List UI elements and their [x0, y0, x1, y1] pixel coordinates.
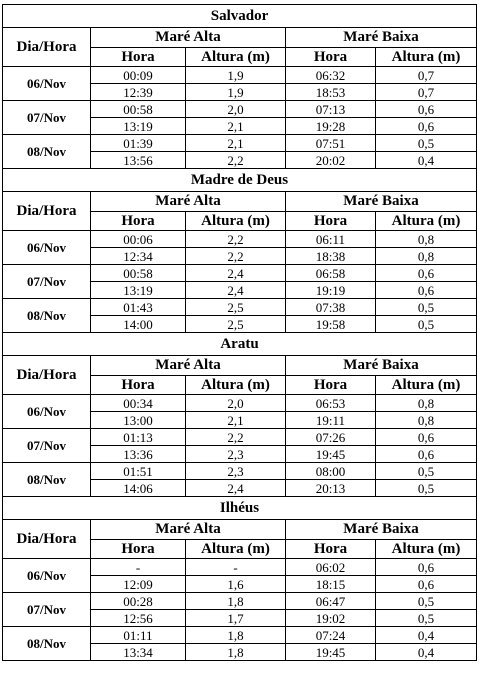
low-tide-height: 0,8: [376, 395, 477, 412]
high-tide-height: 2,2: [186, 152, 286, 169]
day-label: 06/Nov: [3, 559, 91, 593]
low-height-header: Altura (m): [376, 48, 477, 67]
low-tide-height: 0,8: [376, 248, 477, 265]
low-height-header: Altura (m): [376, 376, 477, 395]
location-title-row: [3, 5, 477, 28]
high-tide-time: 13:36: [91, 446, 186, 463]
high-tide-time: 01:43: [91, 299, 186, 316]
low-tide-height: 0,5: [376, 610, 477, 627]
day-hour-header: Dia/Hora: [3, 356, 91, 395]
high-tide-time: 13:56: [91, 152, 186, 169]
high-tide-time: 12:56: [91, 610, 186, 627]
high-tide-time: 01:51: [91, 463, 186, 480]
low-hour-header: Hora: [286, 212, 376, 231]
tide-table-document: [2, 4, 476, 661]
low-tide-time: 18:15: [286, 576, 376, 593]
table-row: [3, 627, 477, 644]
low-tide-time: 20:13: [286, 480, 376, 497]
high-tide-height: 2,4: [186, 480, 286, 497]
table-row: [3, 429, 477, 446]
low-tide-height: 0,6: [376, 446, 477, 463]
group-header-row: [3, 356, 477, 376]
day-label: 06/Nov: [3, 231, 91, 265]
low-tide-time: 06:58: [286, 265, 376, 282]
day-label: 07/Nov: [3, 429, 91, 463]
low-hour-header: Hora: [286, 376, 376, 395]
high-tide-height: -: [186, 559, 286, 576]
high-tide-height: 1,8: [186, 644, 286, 661]
day-label: 07/Nov: [3, 101, 91, 135]
low-tide-height: 0,5: [376, 316, 477, 333]
day-label: 07/Nov: [3, 265, 91, 299]
high-tide-height: 1,8: [186, 627, 286, 644]
low-tide-height: 0,5: [376, 299, 477, 316]
high-tide-time: 14:00: [91, 316, 186, 333]
table-row: [3, 101, 477, 118]
table-row: [3, 593, 477, 610]
high-tide-height: 1,7: [186, 610, 286, 627]
low-tide-header: Maré Baixa: [286, 520, 477, 540]
high-tide-header: Maré Alta: [91, 192, 286, 212]
location-name: Madre de Deus: [3, 169, 477, 192]
tide-table: [2, 4, 477, 661]
high-tide-time: 14:06: [91, 480, 186, 497]
low-height-header: Altura (m): [376, 212, 477, 231]
high-tide-height: 2,4: [186, 265, 286, 282]
low-tide-height: 0,6: [376, 282, 477, 299]
location-title-row: [3, 497, 477, 520]
low-tide-height: 0,7: [376, 67, 477, 84]
table-row: [3, 463, 477, 480]
high-hour-header: Hora: [91, 212, 186, 231]
low-tide-time: 07:24: [286, 627, 376, 644]
low-tide-height: 0,8: [376, 412, 477, 429]
low-tide-time: 19:02: [286, 610, 376, 627]
low-tide-time: 19:45: [286, 446, 376, 463]
group-header-row: [3, 520, 477, 540]
high-height-header: Altura (m): [186, 48, 286, 67]
day-label: 06/Nov: [3, 67, 91, 101]
low-tide-height: 0,6: [376, 265, 477, 282]
high-tide-height: 2,0: [186, 395, 286, 412]
high-tide-time: 01:11: [91, 627, 186, 644]
high-tide-height: 1,6: [186, 576, 286, 593]
low-tide-height: 0,6: [376, 559, 477, 576]
day-label: 08/Nov: [3, 463, 91, 497]
low-tide-height: 0,6: [376, 429, 477, 446]
low-tide-height: 0,8: [376, 231, 477, 248]
high-hour-header: Hora: [91, 376, 186, 395]
low-tide-time: 19:11: [286, 412, 376, 429]
high-tide-time: 13:19: [91, 282, 186, 299]
high-tide-height: 2,5: [186, 299, 286, 316]
low-tide-time: 06:53: [286, 395, 376, 412]
low-tide-time: 06:02: [286, 559, 376, 576]
table-row: [3, 395, 477, 412]
day-label: 08/Nov: [3, 299, 91, 333]
low-tide-header: Maré Baixa: [286, 356, 477, 376]
low-tide-time: 07:38: [286, 299, 376, 316]
low-tide-time: 07:13: [286, 101, 376, 118]
low-tide-time: 06:11: [286, 231, 376, 248]
high-tide-height: 1,9: [186, 67, 286, 84]
table-row: [3, 299, 477, 316]
low-tide-height: 0,4: [376, 644, 477, 661]
high-hour-header: Hora: [91, 48, 186, 67]
day-hour-header: Dia/Hora: [3, 520, 91, 559]
high-tide-height: 1,9: [186, 84, 286, 101]
high-tide-header: Maré Alta: [91, 28, 286, 48]
high-tide-height: 2,1: [186, 412, 286, 429]
low-tide-height: 0,5: [376, 480, 477, 497]
low-tide-time: 19:28: [286, 118, 376, 135]
high-tide-height: 2,4: [186, 282, 286, 299]
high-tide-header: Maré Alta: [91, 356, 286, 376]
high-tide-height: 2,5: [186, 316, 286, 333]
low-hour-header: Hora: [286, 48, 376, 67]
low-tide-time: 08:00: [286, 463, 376, 480]
high-tide-time: 00:28: [91, 593, 186, 610]
group-header-row: [3, 192, 477, 212]
low-tide-time: 18:53: [286, 84, 376, 101]
table-row: [3, 135, 477, 152]
day-label: 07/Nov: [3, 593, 91, 627]
high-tide-time: 12:39: [91, 84, 186, 101]
high-tide-time: 12:34: [91, 248, 186, 265]
day-hour-header: Dia/Hora: [3, 28, 91, 67]
table-row: [3, 559, 477, 576]
low-tide-header: Maré Baixa: [286, 28, 477, 48]
high-tide-time: 00:34: [91, 395, 186, 412]
table-row: [3, 67, 477, 84]
low-tide-time: 19:19: [286, 282, 376, 299]
low-tide-time: 06:32: [286, 67, 376, 84]
low-tide-time: 18:38: [286, 248, 376, 265]
low-tide-height: 0,6: [376, 576, 477, 593]
high-tide-height: 2,0: [186, 101, 286, 118]
high-tide-time: 00:58: [91, 101, 186, 118]
high-tide-height: 2,1: [186, 118, 286, 135]
high-tide-time: 01:39: [91, 135, 186, 152]
high-tide-height: 2,2: [186, 248, 286, 265]
low-height-header: Altura (m): [376, 540, 477, 559]
high-height-header: Altura (m): [186, 212, 286, 231]
low-tide-height: 0,7: [376, 84, 477, 101]
location-title-row: [3, 333, 477, 356]
high-tide-time: 00:58: [91, 265, 186, 282]
high-height-header: Altura (m): [186, 376, 286, 395]
location-name: Ilhéus: [3, 497, 477, 520]
location-title-row: [3, 169, 477, 192]
day-label: 08/Nov: [3, 627, 91, 661]
location-name: Aratu: [3, 333, 477, 356]
high-hour-header: Hora: [91, 540, 186, 559]
high-tide-time: 13:19: [91, 118, 186, 135]
high-tide-time: 01:13: [91, 429, 186, 446]
table-row: [3, 265, 477, 282]
high-tide-time: -: [91, 559, 186, 576]
high-tide-time: 13:34: [91, 644, 186, 661]
day-label: 06/Nov: [3, 395, 91, 429]
high-tide-time: 12:09: [91, 576, 186, 593]
high-tide-height: 2,2: [186, 429, 286, 446]
high-tide-time: 00:06: [91, 231, 186, 248]
low-tide-time: 07:51: [286, 135, 376, 152]
low-tide-height: 0,4: [376, 627, 477, 644]
high-tide-header: Maré Alta: [91, 520, 286, 540]
high-tide-time: 13:00: [91, 412, 186, 429]
high-tide-height: 2,3: [186, 463, 286, 480]
low-hour-header: Hora: [286, 540, 376, 559]
low-tide-header: Maré Baixa: [286, 192, 477, 212]
low-tide-time: 07:26: [286, 429, 376, 446]
high-tide-time: 00:09: [91, 67, 186, 84]
low-tide-time: 19:45: [286, 644, 376, 661]
high-tide-height: 2,3: [186, 446, 286, 463]
group-header-row: [3, 28, 477, 48]
low-tide-height: 0,4: [376, 152, 477, 169]
low-tide-height: 0,6: [376, 118, 477, 135]
day-label: 08/Nov: [3, 135, 91, 169]
day-hour-header: Dia/Hora: [3, 192, 91, 231]
table-row: [3, 231, 477, 248]
high-tide-height: 1,8: [186, 593, 286, 610]
low-tide-height: 0,5: [376, 593, 477, 610]
low-tide-time: 06:47: [286, 593, 376, 610]
low-tide-height: 0,6: [376, 101, 477, 118]
low-tide-time: 20:02: [286, 152, 376, 169]
high-tide-height: 2,2: [186, 231, 286, 248]
low-tide-time: 19:58: [286, 316, 376, 333]
low-tide-height: 0,5: [376, 135, 477, 152]
high-tide-height: 2,1: [186, 135, 286, 152]
location-name: Salvador: [3, 5, 477, 28]
low-tide-height: 0,5: [376, 463, 477, 480]
high-height-header: Altura (m): [186, 540, 286, 559]
